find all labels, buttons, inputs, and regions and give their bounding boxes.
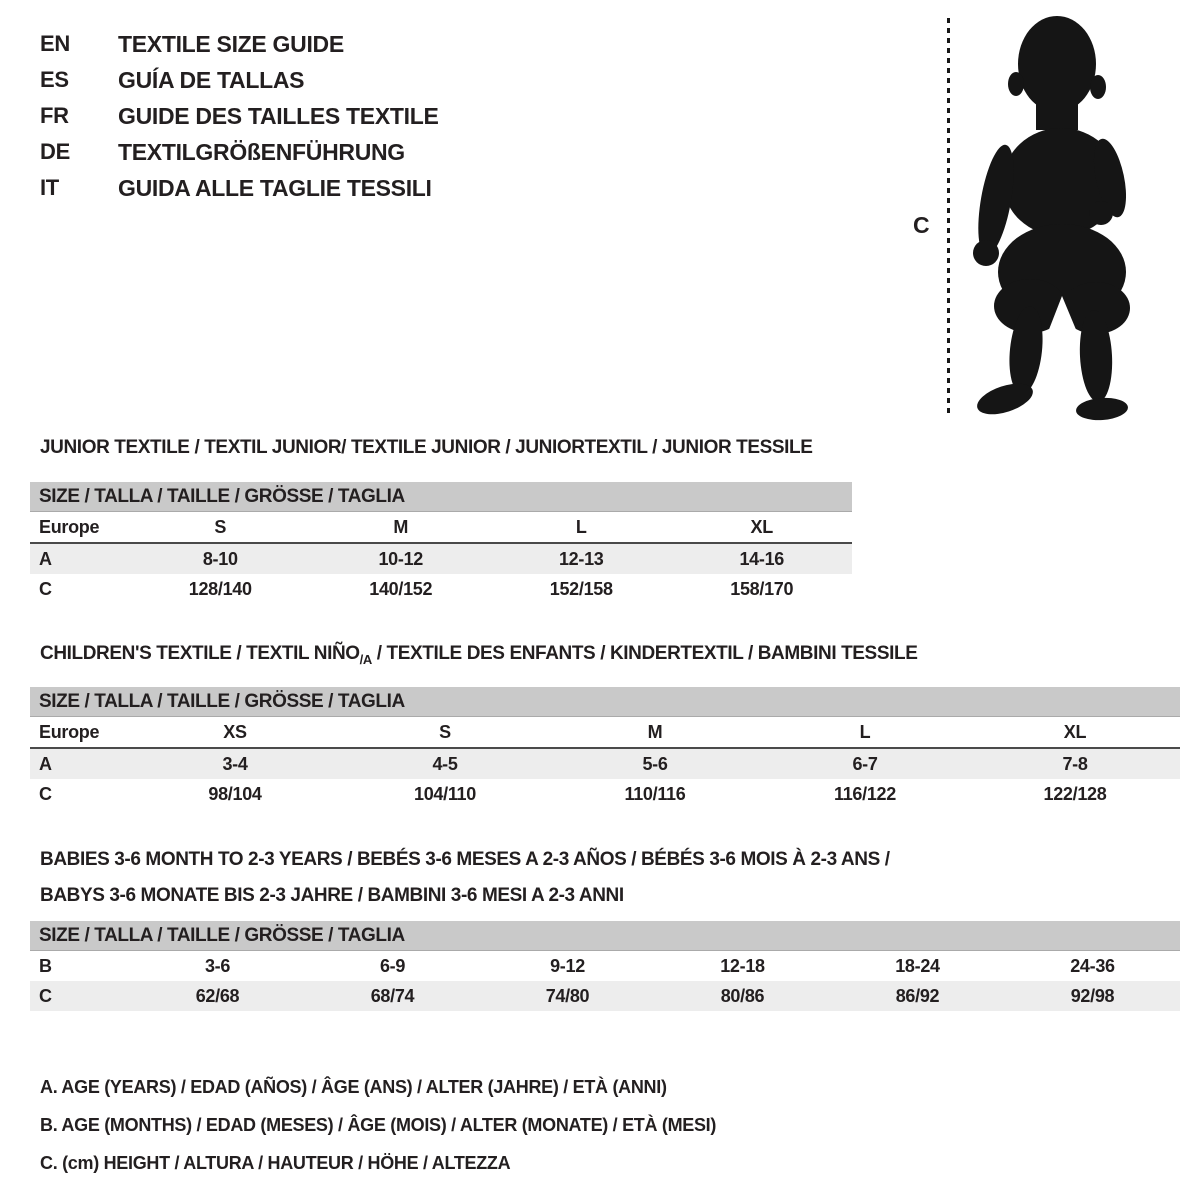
height-cell: 122/128 xyxy=(1043,784,1107,804)
size-cell: XL xyxy=(750,517,773,537)
age-cell: 8-10 xyxy=(202,549,238,569)
height-cell: 98/104 xyxy=(208,784,262,804)
months-cell: 12-18 xyxy=(720,956,765,976)
height-cell: 86/92 xyxy=(895,986,940,1006)
size-cell: M xyxy=(393,517,409,537)
age-cell: 3-4 xyxy=(222,754,248,774)
lang-title: GUÍA DE TALLAS xyxy=(118,67,305,93)
children-title-suffix: / TEXTILE DES ENFANTS / KINDERTEXTIL / BAMBINI TESSILE xyxy=(371,643,918,664)
lang-row-en xyxy=(40,26,439,62)
legend-age-months: B. AGE (MONTHS) / EDAD (MESES) / ÂGE (MOIS) / ALTER (MONATE) / ETÀ (MESI) xyxy=(40,1115,717,1135)
height-cell: 158/170 xyxy=(730,579,794,599)
junior-size-table xyxy=(30,482,852,604)
children-title-sub: /A xyxy=(359,651,372,667)
toddler-silhouette-icon xyxy=(950,10,1165,425)
height-cell: 74/80 xyxy=(545,986,590,1006)
junior-section-title: JUNIOR TEXTILE / TEXTIL JUNIOR/ TEXTILE JUNIOR / JUNIORTEXTIL / JUNIOR TESSILE xyxy=(40,437,813,458)
lang-row-it xyxy=(40,170,439,206)
row-label: A xyxy=(39,754,52,774)
size-cell: XL xyxy=(1063,722,1087,742)
age-cell: 6-7 xyxy=(852,754,878,774)
height-measure-label: C xyxy=(913,212,930,238)
months-cell: 9-12 xyxy=(550,956,585,976)
age-cell: 7-8 xyxy=(1062,754,1088,774)
table-row-months xyxy=(30,951,1180,981)
lang-title: TEXTILGRÖßENFÜHRUNG xyxy=(118,139,405,165)
legend-age-years: A. AGE (YEARS) / EDAD (AÑOS) / ÂGE (ANS) / ALTER (JAHRE) / ETÀ (ANNI) xyxy=(40,1077,667,1097)
babies-size-table xyxy=(30,921,1180,1011)
lang-title: GUIDE DES TAILLES TEXTILE xyxy=(118,103,439,129)
table-row-height xyxy=(30,981,1180,1011)
row-label: A xyxy=(39,549,52,569)
age-cell: 5-6 xyxy=(642,754,668,774)
months-cell: 3-6 xyxy=(204,956,231,976)
age-cell: 4-5 xyxy=(432,754,458,774)
legend-height-cm: C. (cm) HEIGHT / ALTURA / HAUTEUR / HÖHE / ALTEZZA xyxy=(40,1153,511,1173)
months-cell: 18-24 xyxy=(895,956,940,976)
row-label: C xyxy=(39,784,52,804)
height-cell: 68/74 xyxy=(370,986,415,1006)
children-size-table xyxy=(30,687,1180,809)
height-cell: 104/110 xyxy=(414,784,476,804)
height-cell: 80/86 xyxy=(720,986,765,1006)
table-row-europe xyxy=(30,512,852,544)
row-label: Europe xyxy=(39,517,100,537)
size-cell: L xyxy=(859,722,871,742)
lang-row-fr xyxy=(40,98,439,134)
size-header-bar: SIZE / TALLA / TAILLE / GRÖSSE / TAGLIA xyxy=(30,482,852,512)
age-cell: 10-12 xyxy=(378,549,424,569)
table-row-age xyxy=(30,544,852,574)
lang-row-es xyxy=(40,62,439,98)
row-label: C xyxy=(39,579,52,599)
children-title-prefix: CHILDREN'S TEXTILE / TEXTIL NIÑO xyxy=(40,643,360,664)
babies-section-title-line2: BABYS 3-6 MONATE BIS 2-3 JAHRE / BAMBINI 3-6 MESI A 2-3 ANNI xyxy=(40,885,624,906)
lang-code: ES xyxy=(40,67,69,92)
lang-code: EN xyxy=(40,31,70,56)
row-label: Europe xyxy=(39,722,100,742)
lang-row-de xyxy=(40,134,439,170)
row-label: C xyxy=(39,986,52,1006)
height-cell: 116/122 xyxy=(834,784,896,804)
size-header-bar: SIZE / TALLA / TAILLE / GRÖSSE / TAGLIA xyxy=(30,687,1180,717)
size-cell: S xyxy=(214,517,227,537)
lang-code: IT xyxy=(40,175,59,200)
size-cell: XS xyxy=(223,722,247,742)
babies-section-title-line1: BABIES 3-6 MONTH TO 2-3 YEARS / BEBÉS 3-6 MESES A 2-3 AÑOS / BÉBÉS 3-6 MOIS À 2-3 ANS / xyxy=(40,849,890,870)
months-cell: 6-9 xyxy=(379,956,406,976)
lang-code: DE xyxy=(40,139,70,164)
lang-title: GUIDA ALLE TAGLIE TESSILI xyxy=(118,175,432,201)
height-cell: 128/140 xyxy=(188,579,252,599)
row-label: B xyxy=(39,956,52,976)
height-cell: 92/98 xyxy=(1070,986,1115,1006)
legend xyxy=(40,1068,716,1182)
size-cell: L xyxy=(575,517,587,537)
height-cell: 140/152 xyxy=(369,579,433,599)
age-cell: 14-16 xyxy=(739,549,785,569)
months-cell: 24-36 xyxy=(1070,956,1115,976)
lang-title: TEXTILE SIZE GUIDE xyxy=(118,31,344,57)
height-cell: 62/68 xyxy=(195,986,240,1006)
height-cell: 152/158 xyxy=(549,579,613,599)
size-header-bar: SIZE / TALLA / TAILLE / GRÖSSE / TAGLIA xyxy=(30,921,1180,951)
children-section-title xyxy=(40,643,917,667)
age-cell: 12-13 xyxy=(558,549,604,569)
size-cell: S xyxy=(439,722,451,742)
table-row-height xyxy=(30,779,1180,809)
size-cell: M xyxy=(647,722,663,742)
table-row-age xyxy=(30,749,1180,779)
lang-code: FR xyxy=(40,103,69,128)
height-cell: 110/116 xyxy=(624,784,686,804)
language-header xyxy=(40,26,439,206)
table-row-europe xyxy=(30,717,1180,749)
table-row-height xyxy=(30,574,852,604)
